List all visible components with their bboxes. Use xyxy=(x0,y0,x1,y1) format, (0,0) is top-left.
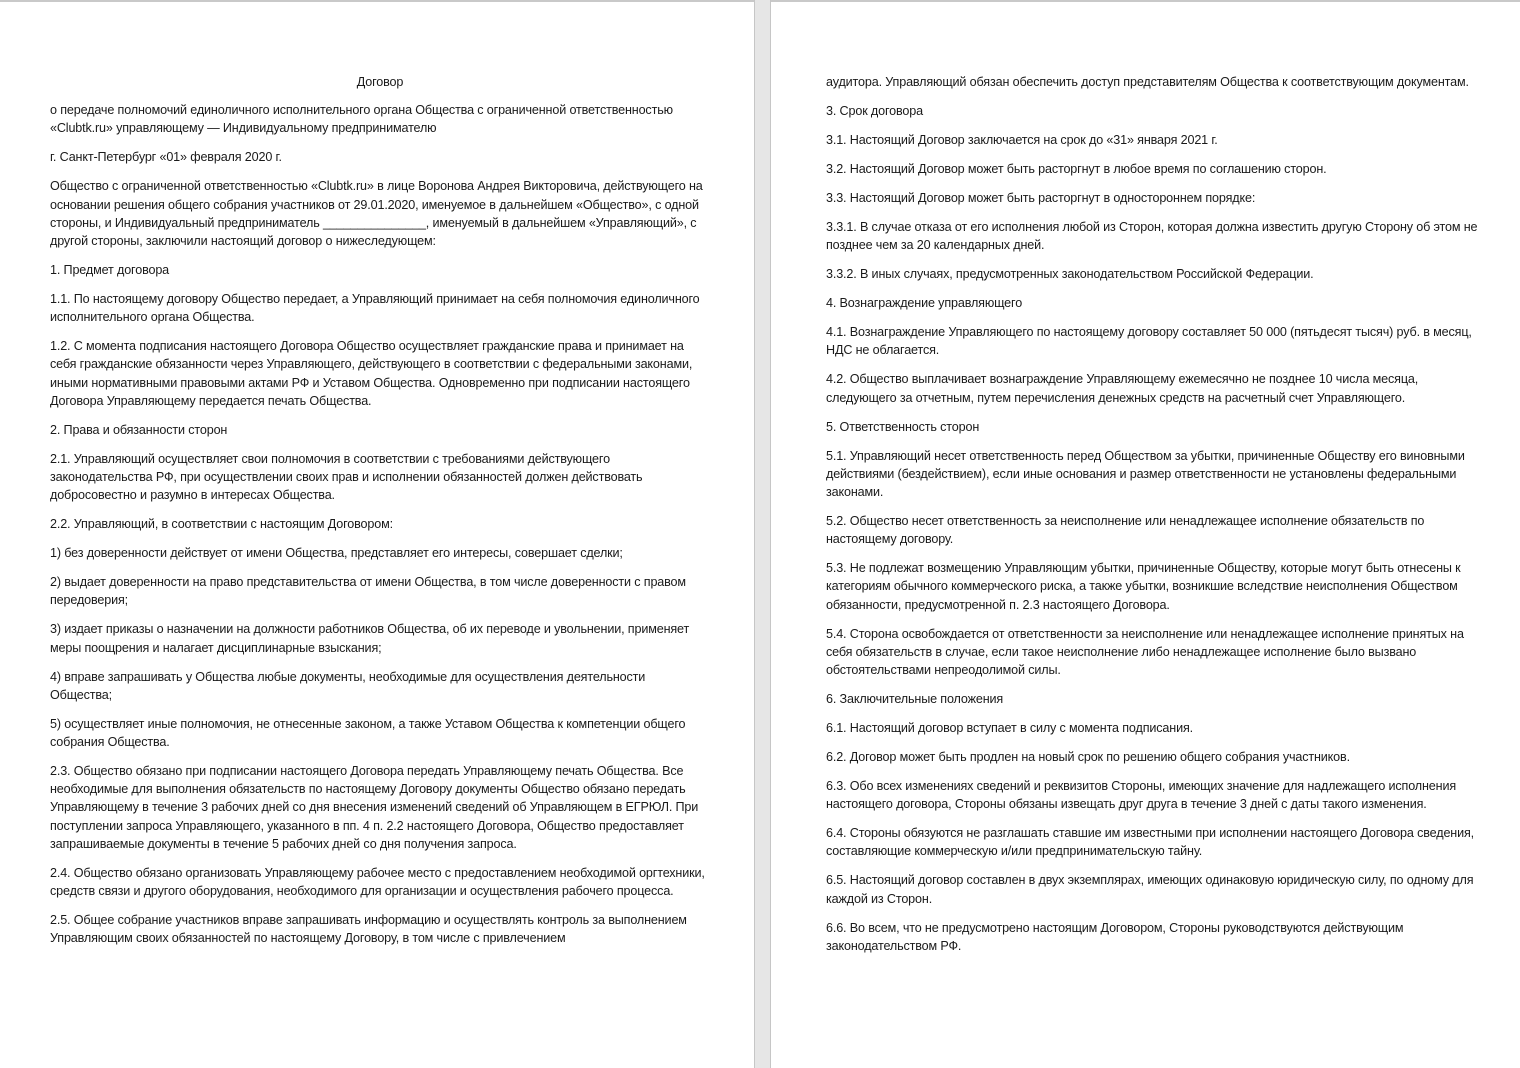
page-1-content xyxy=(50,73,710,958)
clause-paragraph: 2.1. Управляющий осуществляет свои полномочия в соответствии с требованиями действующего законодательства РФ, при осуществлении своих прав и исполнении обязанностей должен действовать добросовестно и разумно в интересах Общества. xyxy=(50,451,643,503)
clause-paragraph: 6.6. Во всем, что не предусмотрено настоящим Договором, Стороны руководствуются действующим законодательством РФ. xyxy=(826,920,1404,953)
clause-paragraph: 5.4. Сторона освобождается от ответственности за неисполнение или ненадлежащее исполнение принятых на себя обязательств в случае, если такое неисполнение либо ненадлежащее исполнение было вызвано обстоятельствами непреодолимой силы. xyxy=(826,626,1464,678)
clause-paragraph: 4.2. Общество выплачивает вознаграждение Управляющему ежемесячно не позднее 10 числа месяца, следующего за отчетным, путем перечисления денежных средств на расчетный счет Управляющего. xyxy=(826,372,1419,405)
clause-paragraph: 6.2. Договор может быть продлен на новый срок по решению общего собрания участников. xyxy=(826,750,1350,765)
clause-paragraph: 2.4. Общество обязано организовать Управляющему рабочее место с предоставлением необходимой оргтехники, средств связи и другого оборудования, необходимого для организации и осуществления рабочего процесса. xyxy=(50,865,705,899)
document-title: Договор xyxy=(356,75,404,89)
place-and-date: г. Санкт-Петербург «01» февраля 2020 г. xyxy=(50,150,282,165)
page-2-content xyxy=(826,73,1490,966)
clause-paragraph: 6.1. Настоящий договор вступает в силу с момента подписания. xyxy=(826,721,1193,736)
clause-paragraph: 5.3. Не подлежат возмещению Управляющим убытки, причиненные Обществу, которые могут быть отнесены к категориям обычного коммерческого риска, а также убытки, возникшие вследствие неисполнения Обществом обязанности, предусмотренной п. 2.3 настоящего Договора. xyxy=(826,561,1461,612)
preamble-paragraph: Общество с ограниченной ответственностью «Clubtk.ru» в лице Воронова Андрея Викторовича, действующего на основании решения общего собрания участников от 29.01.2020, именуемое в дальнейшем «Общество», с одной стороны, и Индивидуальный предприниматель _______________, именуемый в дальнейшем «Управляющий», с другой стороны, заключили настоящий договор о нижеследующем: xyxy=(50,179,703,249)
clause-paragraph: 6.5. Настоящий договор составлен в двух экземплярах, имеющих одинаковую юридическую силу, по одному для каждой из Сторон. xyxy=(826,873,1474,906)
clause-paragraph: 2.3. Общество обязано при подписании настоящего Договора передать Управляющему печать Общества. Все необходимые для выполнения обязательств по настоящему Договору документы Общество обязано передать Управляющему в течение 3 рабочих дней со дня внесения изменений сведений об Управляющем в ЕГРЮЛ. При поступлении запроса Управляющего, указанного в пп. 4 п. 2.2 настоящего Договора, Общество предоставляет запрашиваемые документы в течение 5 рабочих дней со дня получения запроса. xyxy=(50,764,699,851)
clause-paragraph: 1.1. По настоящему договору Общество передает, а Управляющий принимает на себя полномочия единоличного исполнительного органа Общества. xyxy=(50,292,700,325)
clause-paragraph: 1.2. С момента подписания настоящего Договора Общество осуществляет гражданские права и принимает на себя гражданские обязанности через Управляющего, действующего в соответствии с федеральными законами, иными нормативными правовыми актами РФ и Уставом Общества. Одновременно при подписании настоящего Договора Управляющему передается печать Общества. xyxy=(50,339,693,408)
document-page-2[interactable] xyxy=(771,2,1520,1068)
section-heading: 4. Вознаграждение управляющего xyxy=(826,296,1023,311)
section-heading: 6. Заключительные положения xyxy=(826,692,1004,707)
page-gap xyxy=(754,0,771,1068)
contract-subject-heading: о передаче полномочий единоличного исполнительного органа Общества с ограниченной ответственностью «Clubtk.ru» управляющему — Индивидуальному предпринимателю xyxy=(50,103,673,136)
clause-paragraph: 3.3. Настоящий Договор может быть расторгнут в одностороннем порядке: xyxy=(826,191,1256,205)
document-page-1[interactable] xyxy=(0,2,754,1068)
list-item: 3) издает приказы о назначении на должности работников Общества, об их переводе и увольнении, применяет меры поощрения и налагает дисциплинарные взыскания; xyxy=(50,622,690,655)
section-heading: 3. Срок договора xyxy=(826,104,923,118)
section-heading: 2. Права и обязанности сторон xyxy=(50,422,228,437)
clause-paragraph: 6.4. Стороны обязуются не разглашать ставшие им известными при исполнении настоящего Договора сведения, составляющие коммерческую и/или предпринимательскую тайну. xyxy=(826,826,1475,859)
clause-paragraph: 2.5. Общее собрание участников вправе запрашивать информацию и осуществлять контроль за выполнением Управляющим своих обязанностей по настоящему Договору, в том числе с привлечением xyxy=(50,913,687,946)
clause-paragraph: 5.2. Общество несет ответственность за неисполнение или ненадлежащее исполнение обязательств по настоящему договору. xyxy=(826,514,1425,547)
section-heading: 1. Предмет договора xyxy=(50,263,170,278)
clause-paragraph: 3.2. Настоящий Договор может быть расторгнут в любое время по соглашению сторон. xyxy=(826,162,1327,176)
list-item: 5) осуществляет иные полномочия, не отнесенные законом, а также Уставом Общества к компетенции общего собрания Общества. xyxy=(50,716,686,750)
list-item: 4) вправе запрашивать у Общества любые документы, необходимые для осуществления деятельности Общества; xyxy=(50,669,646,702)
clause-paragraph: 3.3.1. В случае отказа от его исполнения любой из Сторон, которая должна известить другую Сторону об этом не позднее чем за 20 календарных дней. xyxy=(826,220,1478,253)
clause-paragraph: 4.1. Вознаграждение Управляющего по настоящему договору составляет 50 000 (пятьдесят тысяч) руб. в месяц, НДС не облагается. xyxy=(826,325,1472,358)
section-heading: 5. Ответственность сторон xyxy=(826,419,980,434)
clause-paragraph: 5.1. Управляющий несет ответственность перед Обществом за убытки, причиненные Обществу его виновными действиями (бездействием), если иные основания и размер ответственности не установлены федеральными законами. xyxy=(826,448,1465,500)
clause-paragraph: 6.3. Обо всех изменениях сведений и реквизитов Стороны, имеющих значение для надлежащего исполнения настоящего договора, Стороны обязаны извещать друг друга в течение 3 дней с даты такого изменения. xyxy=(826,779,1457,812)
list-item: 2) выдает доверенности на право представительства от имени Общества, в том числе доверенности с правом передоверия; xyxy=(50,575,686,608)
clause-paragraph: 3.1. Настоящий Договор заключается на срок до «31» января 2021 г. xyxy=(826,133,1218,147)
clause-paragraph: 2.2. Управляющий, в соответствии с настоящим Договором: xyxy=(50,517,393,532)
list-item: 1) без доверенности действует от имени Общества, представляет его интересы, совершает сделки; xyxy=(50,546,623,561)
clause-paragraph: 3.3.2. В иных случаях, предусмотренных законодательством Российской Федерации. xyxy=(826,267,1314,282)
clause-paragraph: аудитора. Управляющий обязан обеспечить доступ представителям Общества к соответствующим документам. xyxy=(826,75,1469,89)
